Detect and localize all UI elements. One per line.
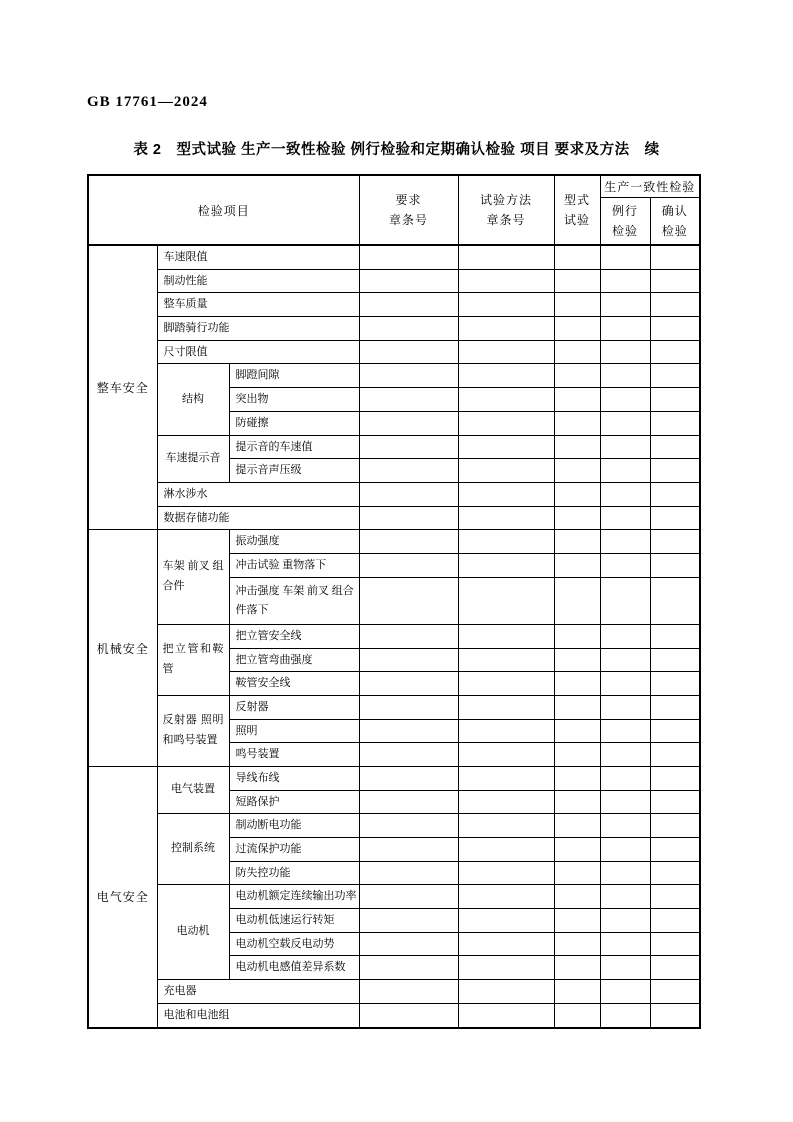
test-method-clause-cell (458, 861, 554, 885)
item-motor-low-speed-torque: 电动机低速运行转矩 (229, 909, 359, 933)
item-stem-bending-strength: 把立管弯曲强度 (229, 648, 359, 672)
item-speed-limit: 车速限值 (157, 245, 359, 269)
confirmation-inspection-cell (650, 743, 700, 767)
type-test-cell (554, 411, 600, 435)
table-row (88, 980, 700, 1004)
item-short-circuit-protection: 短路保护 (229, 790, 359, 814)
test-method-clause-cell (458, 293, 554, 317)
requirement-clause-cell (359, 932, 458, 956)
type-test-cell (554, 530, 600, 554)
test-method-clause-cell (458, 411, 554, 435)
item-motor-no-load-back-emf: 电动机空载反电动势 (229, 932, 359, 956)
header-requirement-clause (359, 175, 458, 245)
group-structure: 结构 (157, 364, 229, 435)
item-overcurrent-protection: 过流保护功能 (229, 838, 359, 862)
header-test-method-line1: 试验方法 (479, 193, 532, 207)
header-requirement-line2: 章条号 (388, 213, 428, 227)
requirement-clause-cell (359, 695, 458, 719)
routine-inspection-cell (600, 648, 650, 672)
routine-inspection-cell (600, 672, 650, 696)
test-method-clause-cell (458, 695, 554, 719)
table-row (88, 245, 700, 269)
requirement-clause-cell (359, 364, 458, 388)
routine-inspection-cell (600, 885, 650, 909)
requirement-clause-cell (359, 317, 458, 341)
item-water-spray-wading: 淋水涉水 (157, 482, 359, 506)
confirmation-inspection-cell (650, 577, 700, 624)
test-method-clause-cell (458, 245, 554, 269)
routine-inspection-cell (600, 293, 650, 317)
requirement-clause-cell (359, 719, 458, 743)
header-type-test (554, 175, 600, 245)
item-charger: 充电器 (157, 980, 359, 1004)
item-reflector: 反射器 (229, 695, 359, 719)
routine-inspection-cell (600, 624, 650, 648)
type-test-cell (554, 743, 600, 767)
requirement-clause-cell (359, 388, 458, 412)
requirement-clause-cell (359, 956, 458, 980)
type-test-cell (554, 766, 600, 790)
confirmation-inspection-cell (650, 482, 700, 506)
test-method-clause-cell (458, 435, 554, 459)
confirmation-inspection-cell (650, 672, 700, 696)
requirement-clause-cell (359, 530, 458, 554)
inspection-items-table (87, 174, 701, 1029)
test-method-clause-cell (458, 340, 554, 364)
item-pedal-riding-function: 脚踏骑行功能 (157, 317, 359, 341)
type-test-cell (554, 861, 600, 885)
routine-inspection-cell (600, 388, 650, 412)
item-data-storage-function: 数据存储功能 (157, 506, 359, 530)
item-motor-rated-output-power: 电动机额定连续输出功率 (229, 885, 359, 909)
requirement-clause-cell (359, 980, 458, 1004)
routine-inspection-cell (600, 909, 650, 933)
confirmation-inspection-cell (650, 411, 700, 435)
item-protrusions: 突出物 (229, 388, 359, 412)
table-header (88, 175, 700, 245)
confirmation-inspection-cell (650, 293, 700, 317)
type-test-cell (554, 364, 600, 388)
test-method-clause-cell (458, 743, 554, 767)
type-test-cell (554, 340, 600, 364)
requirement-clause-cell (359, 435, 458, 459)
type-test-cell (554, 1003, 600, 1027)
routine-inspection-cell (600, 317, 650, 341)
routine-inspection-cell (600, 245, 650, 269)
routine-inspection-cell (600, 814, 650, 838)
type-test-cell (554, 932, 600, 956)
table-row (88, 766, 700, 790)
requirement-clause-cell (359, 743, 458, 767)
type-test-cell (554, 648, 600, 672)
type-test-cell (554, 909, 600, 933)
test-method-clause-cell (458, 388, 554, 412)
routine-inspection-cell (600, 435, 650, 459)
test-method-clause-cell (458, 885, 554, 909)
routine-inspection-cell (600, 838, 650, 862)
section-mechanical-safety: 机械安全 (88, 530, 157, 767)
requirement-clause-cell (359, 790, 458, 814)
requirement-clause-cell (359, 553, 458, 577)
confirmation-inspection-cell (650, 388, 700, 412)
header-test-method-line2: 章条号 (486, 213, 526, 227)
requirement-clause-cell (359, 482, 458, 506)
header-routine-line2: 检验 (611, 223, 638, 238)
test-method-clause-cell (458, 790, 554, 814)
type-test-cell (554, 790, 600, 814)
confirmation-inspection-cell (650, 885, 700, 909)
confirmation-inspection-cell (650, 624, 700, 648)
item-alert-speed-value: 提示音的车速值 (229, 435, 359, 459)
confirmation-inspection-cell (650, 553, 700, 577)
table-row (88, 885, 700, 909)
header-test-method-clause (458, 175, 554, 245)
test-method-clause-cell (458, 482, 554, 506)
header-type-test-line1: 型式 (563, 193, 590, 207)
routine-inspection-cell (600, 790, 650, 814)
type-test-cell (554, 577, 600, 624)
item-alert-sound-pressure: 提示音声压级 (229, 459, 359, 483)
requirement-clause-cell (359, 648, 458, 672)
routine-inspection-cell (600, 743, 650, 767)
type-test-cell (554, 245, 600, 269)
requirement-clause-cell (359, 506, 458, 530)
header-routine-inspection (600, 197, 650, 245)
routine-inspection-cell (600, 695, 650, 719)
test-method-clause-cell (458, 766, 554, 790)
group-control-system: 控制系统 (157, 814, 229, 885)
table-row (88, 530, 700, 554)
item-anti-scrape: 防碰擦 (229, 411, 359, 435)
routine-inspection-cell (600, 269, 650, 293)
test-method-clause-cell (458, 980, 554, 1004)
requirement-clause-cell (359, 672, 458, 696)
item-horn-device: 鸣号装置 (229, 743, 359, 767)
table-row (88, 364, 700, 388)
table-row (88, 482, 700, 506)
item-lighting: 照明 (229, 719, 359, 743)
confirmation-inspection-cell (650, 1003, 700, 1027)
requirement-clause-cell (359, 245, 458, 269)
type-test-cell (554, 980, 600, 1004)
requirement-clause-cell (359, 838, 458, 862)
routine-inspection-cell (600, 956, 650, 980)
type-test-cell (554, 553, 600, 577)
table-row (88, 269, 700, 293)
confirmation-inspection-cell (650, 695, 700, 719)
item-motor-inductance-coefficient: 电动机电感值差异系数 (229, 956, 359, 980)
item-battery-and-pack: 电池和电池组 (157, 1003, 359, 1027)
type-test-cell (554, 672, 600, 696)
table-row (88, 1003, 700, 1027)
routine-inspection-cell (600, 719, 650, 743)
routine-inspection-cell (600, 506, 650, 530)
type-test-cell (554, 506, 600, 530)
test-method-clause-cell (458, 269, 554, 293)
test-method-clause-cell (458, 317, 554, 341)
group-speed-alert-sound: 车速提示音 (157, 435, 229, 482)
confirmation-inspection-cell (650, 340, 700, 364)
item-braking-performance: 制动性能 (157, 269, 359, 293)
confirmation-inspection-cell (650, 245, 700, 269)
routine-inspection-cell (600, 932, 650, 956)
header-type-test-line2: 试验 (563, 213, 590, 227)
section-vehicle-safety: 整车安全 (88, 245, 157, 530)
table-row (88, 506, 700, 530)
confirmation-inspection-cell (650, 932, 700, 956)
item-pedal-clearance: 脚蹬间隙 (229, 364, 359, 388)
table-row (88, 340, 700, 364)
routine-inspection-cell (600, 553, 650, 577)
item-impact-test-falling-weight: 冲击试验 重物落下 (229, 553, 359, 577)
test-method-clause-cell (458, 648, 554, 672)
routine-inspection-cell (600, 861, 650, 885)
confirmation-inspection-cell (650, 909, 700, 933)
requirement-clause-cell (359, 885, 458, 909)
table-row (88, 293, 700, 317)
type-test-cell (554, 435, 600, 459)
requirement-clause-cell (359, 1003, 458, 1027)
table-row (88, 695, 700, 719)
table-row (88, 624, 700, 648)
header-production-consistency: 生产一致性检验 (600, 175, 700, 197)
group-electrical-device: 电气装置 (157, 766, 229, 813)
confirmation-inspection-cell (650, 719, 700, 743)
type-test-cell (554, 624, 600, 648)
item-vibration-strength: 振动强度 (229, 530, 359, 554)
routine-inspection-cell (600, 482, 650, 506)
requirement-clause-cell (359, 861, 458, 885)
test-method-clause-cell (458, 506, 554, 530)
confirmation-inspection-cell (650, 814, 700, 838)
confirmation-inspection-cell (650, 459, 700, 483)
header-confirmation-line2: 检验 (661, 223, 688, 238)
table-body (88, 245, 700, 1028)
confirmation-inspection-cell (650, 980, 700, 1004)
requirement-clause-cell (359, 909, 458, 933)
item-stem-safety-line: 把立管安全线 (229, 624, 359, 648)
type-test-cell (554, 885, 600, 909)
confirmation-inspection-cell (650, 364, 700, 388)
header-inspection-item: 检验项目 (88, 175, 359, 245)
item-wiring-layout: 导线布线 (229, 766, 359, 790)
test-method-clause-cell (458, 459, 554, 483)
test-method-clause-cell (458, 624, 554, 648)
routine-inspection-cell (600, 364, 650, 388)
requirement-clause-cell (359, 577, 458, 624)
table-row (88, 317, 700, 341)
standard-number: GB 17761—2024 (87, 94, 208, 110)
test-method-clause-cell (458, 672, 554, 696)
type-test-cell (554, 482, 600, 506)
requirement-clause-cell (359, 269, 458, 293)
confirmation-inspection-cell (650, 790, 700, 814)
type-test-cell (554, 814, 600, 838)
section-electrical-safety: 电气安全 (88, 766, 157, 1027)
group-stem-and-seatpost: 把立管和鞍管 (157, 624, 229, 695)
test-method-clause-cell (458, 553, 554, 577)
test-method-clause-cell (458, 909, 554, 933)
requirement-clause-cell (359, 624, 458, 648)
routine-inspection-cell (600, 340, 650, 364)
item-brake-power-cutoff: 制动断电功能 (229, 814, 359, 838)
table-row (88, 814, 700, 838)
test-method-clause-cell (458, 838, 554, 862)
confirmation-inspection-cell (650, 861, 700, 885)
test-method-clause-cell (458, 932, 554, 956)
confirmation-inspection-cell (650, 530, 700, 554)
test-method-clause-cell (458, 530, 554, 554)
group-reflector-lighting-horn: 反射器 照明和鸣号装置 (157, 695, 229, 766)
test-method-clause-cell (458, 577, 554, 624)
routine-inspection-cell (600, 577, 650, 624)
type-test-cell (554, 293, 600, 317)
item-vehicle-mass: 整车质量 (157, 293, 359, 317)
requirement-clause-cell (359, 340, 458, 364)
routine-inspection-cell (600, 766, 650, 790)
type-test-cell (554, 719, 600, 743)
item-seatpost-safety-line: 鞍管安全线 (229, 672, 359, 696)
requirement-clause-cell (359, 293, 458, 317)
table-caption: 表 2 型式试验 生产一致性检验 例行检验和定期确认检验 项目 要求及方法 续 (133, 142, 660, 158)
item-dimension-limit: 尺寸限值 (157, 340, 359, 364)
requirement-clause-cell (359, 411, 458, 435)
header-routine-line1: 例行 (611, 203, 638, 218)
group-motor: 电动机 (157, 885, 229, 980)
item-impact-strength-assembly-drop: 冲击强度 车架 前叉 组合件落下 (229, 577, 359, 624)
confirmation-inspection-cell (650, 838, 700, 862)
test-method-clause-cell (458, 719, 554, 743)
type-test-cell (554, 459, 600, 483)
confirmation-inspection-cell (650, 648, 700, 672)
routine-inspection-cell (600, 530, 650, 554)
confirmation-inspection-cell (650, 435, 700, 459)
group-frame-fork-assembly: 车架 前叉 组合件 (157, 530, 229, 625)
type-test-cell (554, 956, 600, 980)
type-test-cell (554, 317, 600, 341)
header-confirmation-line1: 确认 (661, 203, 688, 218)
table-row (88, 435, 700, 459)
header-requirement-line1: 要求 (395, 193, 422, 207)
type-test-cell (554, 695, 600, 719)
test-method-clause-cell (458, 814, 554, 838)
confirmation-inspection-cell (650, 269, 700, 293)
type-test-cell (554, 838, 600, 862)
requirement-clause-cell (359, 814, 458, 838)
confirmation-inspection-cell (650, 506, 700, 530)
routine-inspection-cell (600, 1003, 650, 1027)
routine-inspection-cell (600, 411, 650, 435)
confirmation-inspection-cell (650, 956, 700, 980)
header-confirmation-inspection (650, 197, 700, 245)
test-method-clause-cell (458, 1003, 554, 1027)
type-test-cell (554, 388, 600, 412)
requirement-clause-cell (359, 766, 458, 790)
routine-inspection-cell (600, 459, 650, 483)
routine-inspection-cell (600, 980, 650, 1004)
requirement-clause-cell (359, 459, 458, 483)
test-method-clause-cell (458, 364, 554, 388)
test-method-clause-cell (458, 956, 554, 980)
confirmation-inspection-cell (650, 766, 700, 790)
type-test-cell (554, 269, 600, 293)
item-anti-runaway-function: 防失控功能 (229, 861, 359, 885)
confirmation-inspection-cell (650, 317, 700, 341)
